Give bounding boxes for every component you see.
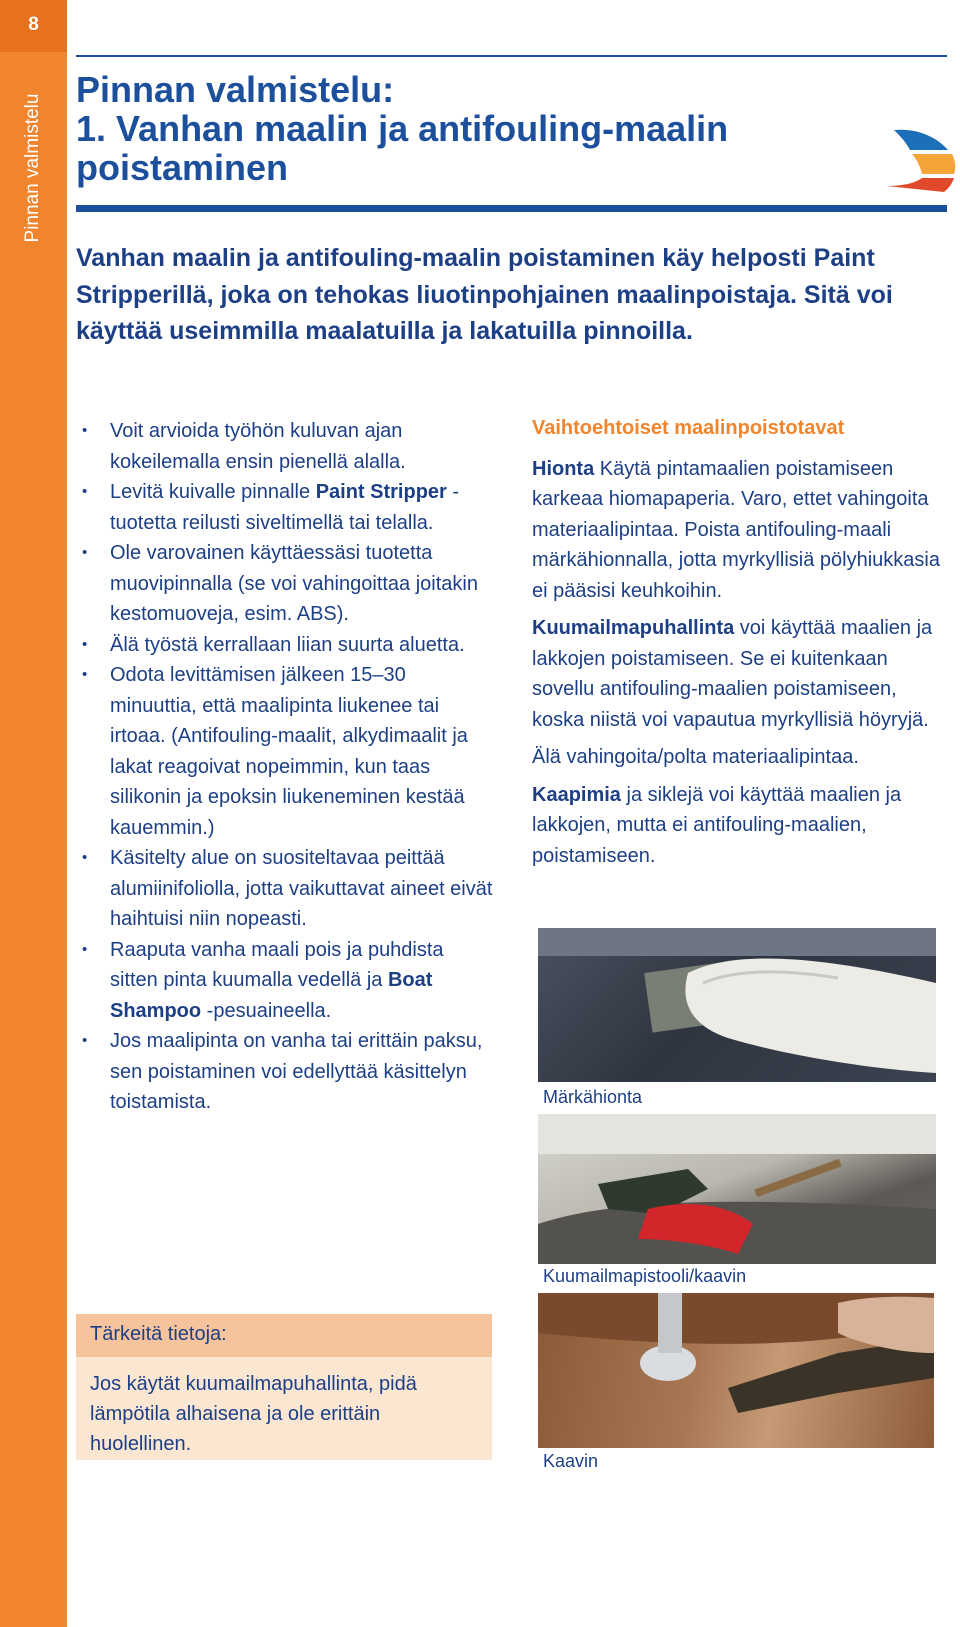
product-name: Paint Stripper [315, 481, 447, 503]
heat-warning: Älä vahingoita/polta materiaalipintaa. [532, 746, 859, 768]
list-item [76, 630, 496, 661]
page-number: 8 [28, 14, 39, 35]
page-number-box [0, 0, 67, 52]
page-title [76, 70, 876, 187]
heat-gun-photo [538, 1114, 936, 1264]
photo-caption-2: Kuumailmapistooli/kaavin [543, 1266, 747, 1286]
list-item-text: Käsitelty alue on suositeltavaa peittää alumiinifoliolla, jotta vaikuttavat aineet eivät haihtuisi niin nopeasti. [110, 847, 493, 930]
alternatives-heading: Vaihtoehtoiset maalinpoistotavat [532, 417, 845, 439]
method-text: Käytä pintamaalien poistamiseen karkeaa hiomapaperia. Varo, ettet vahingoita materiaalipintaa. Poista antifouling-maali märkähionnalla, jotta myrkyllisiä pölyhiukkasia ei pääsisi keuhkoihin. [532, 457, 940, 602]
list-item-text: Ole varovainen käyttäessäsi tuotetta muovipinnalla (se voi vahingoittaa joitakin kestomuoveja, esim. ABS). [110, 542, 478, 625]
sail-logo-icon [886, 128, 958, 194]
title-rule-top [76, 55, 947, 57]
list-item-text: Älä työstä kerrallaan liian suurta aluetta. [110, 633, 465, 656]
list-item-text: Levitä kuivalle pinnalle [110, 481, 316, 503]
list-item-text: -tuotetta reilusti siveltimellä tai telalla. [110, 481, 460, 534]
important-info-box [76, 1314, 492, 1460]
info-box-heading: Tärkeitä tietoja: [76, 1314, 492, 1357]
heat-gun-illustration [538, 1114, 936, 1264]
title-line-3: poistaminen [76, 147, 289, 188]
orange-sidebar [0, 0, 67, 1627]
list-item-text: -pesuaineella. [201, 999, 332, 1022]
method-name: Kuumailmapuhallinta [532, 617, 735, 639]
list-item-text: Voit arvioida työhön kuluvan ajan kokeilemalla ensin pienellä alalla. [110, 420, 406, 473]
list-item [76, 1026, 496, 1118]
list-item-text: Jos maalipinta on vanha tai erittäin paksu, sen poistaminen voi edellyttää käsittelyn toistamista. [110, 1030, 483, 1113]
info-box-body: Jos käytät kuumailmapuhallinta, pidä lämpötila alhaisena ja ole erittäin huolellinen. [90, 1373, 417, 1455]
alternative-scraper [532, 780, 952, 872]
title-line-2: 1. Vanhan maalin ja antifouling-maalin [76, 108, 729, 149]
section-side-label: Pinnan valmistelu [22, 93, 43, 243]
list-item [76, 477, 496, 538]
product-name: Boat Shampoo [110, 969, 433, 1022]
lead-paragraph: Vanhan maalin ja antifouling-maalin poistaminen käy helposti Paint Stripperillä, joka on tehokas liuotinpohjainen maalinpoistaja. Sitä voi käyttää useimmilla maalatuilla ja lakatuilla pinnoilla. [76, 244, 893, 345]
alternatives-section [532, 413, 952, 878]
list-item-text: Odota levittämisen jälkeen 15–30 minuuttia, että maalipinta liukenee tai irtoaa. (Antifouling-maalit, alkydimaalit ja lakat reagoivat nopeimmin, kun taas silikonin ja epoksin liukeneminen kestää kauemmin.) [110, 664, 468, 839]
method-text: ja siklejä voi käyttää maalien ja lakkojen, mutta ei antifouling-maalien, poistamiseen. [532, 783, 902, 867]
list-item [76, 538, 496, 630]
title-rule-bottom [76, 205, 947, 212]
photo-caption-3: Kaavin [543, 1451, 599, 1471]
scraper-photo [538, 1293, 934, 1448]
list-item-text: Raaputa vanha maali pois ja puhdista sitten pinta kuumalla vedellä ja [110, 938, 444, 991]
alternative-heat-gun [532, 613, 952, 735]
instruction-list [76, 416, 496, 1118]
list-item [76, 935, 496, 1027]
alternative-sanding [532, 454, 952, 607]
list-item [76, 660, 496, 843]
list-item [76, 843, 496, 935]
method-name: Hionta [532, 457, 595, 480]
wet-sanding-illustration [538, 928, 936, 1082]
list-item [76, 416, 496, 477]
method-text: voi käyttää maalien ja lakkojen poistamiseen. Se ei kuitenkaan sovellu antifouling-maalien poistamiseen, koska niistä voi vapautua myrkyllisiä höyryjä. [532, 617, 933, 731]
method-name: Kaapimia [532, 783, 621, 806]
scraper-illustration [538, 1293, 934, 1448]
title-line-1: Pinnan valmistelu: [76, 69, 395, 110]
photo-caption-1: Märkähionta [543, 1087, 643, 1107]
wet-sanding-photo [538, 928, 936, 1082]
